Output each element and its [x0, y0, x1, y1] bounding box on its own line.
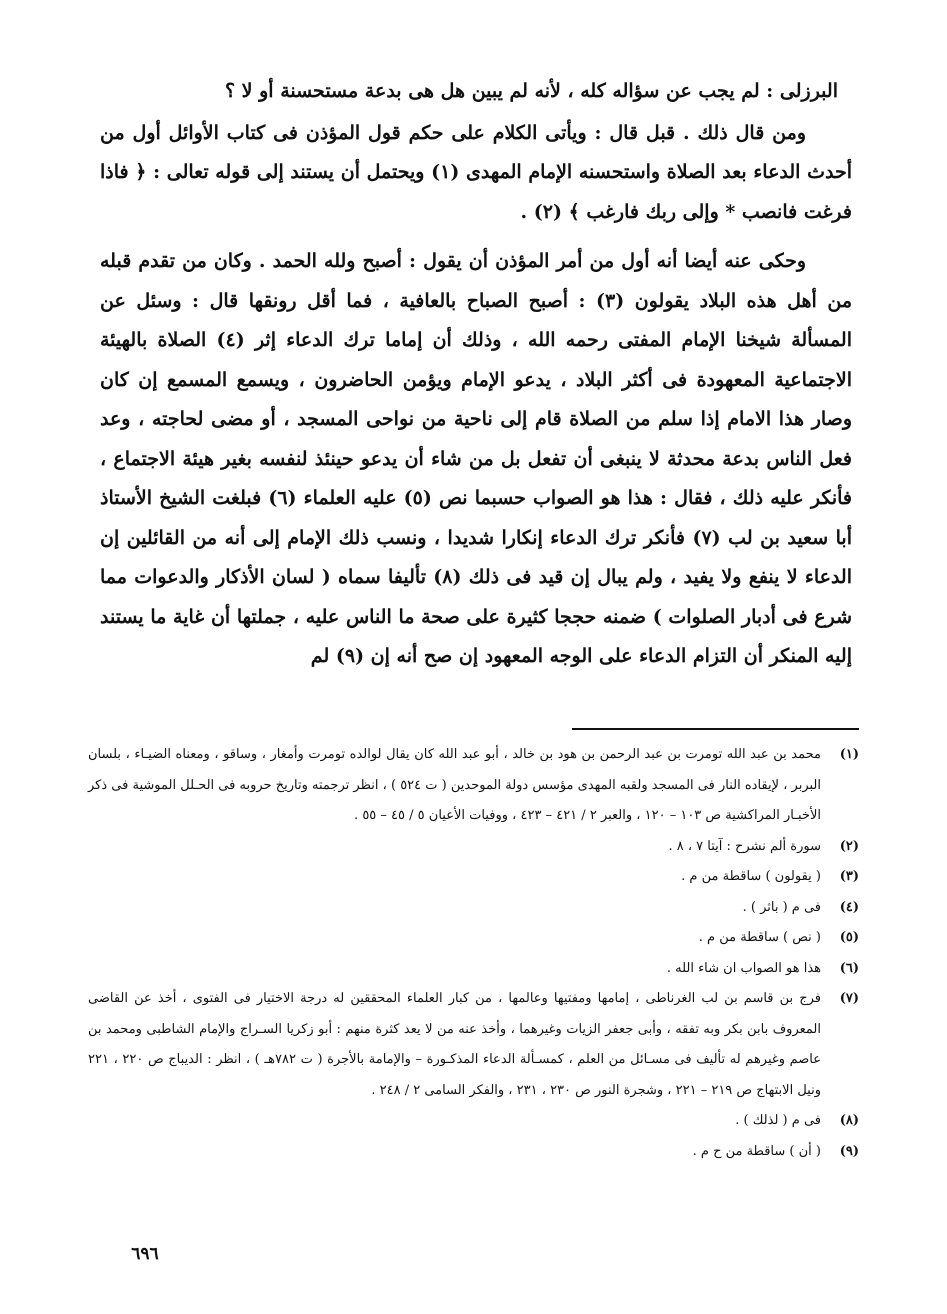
footnote-number: (٤)	[839, 899, 859, 915]
footnote-text: هذا هو الصواب ان شاء الله .	[666, 960, 821, 976]
footnote	[88, 923, 859, 954]
footnote-text: محمد بن عبد الله تومرت بن عبد الرحمن بن هود بن خالد ، أبو عبد الله كان يقال لوالده تومرت وأمغار ، وساقو ، ومعناه الضيـاء ، بلسان البربر ، لإيقاده النار فى المسجد ولقبه المهدى مؤسس دولة الموحدين ( ت ٥٢٤ ) ، انظر ترجمته وتاريخ حروبه فى الحـلل الموشية فى ذكر الأخبـار المراكشية ص ١٠٣ – ١٢٠ ، والعبر ٢ / ٤٢١ – ٤٢٣ ، ووفيات الأعيان ٥ / ٤٥ – ٥٥ .	[88, 747, 821, 823]
footnote-number: (٩)	[839, 1143, 859, 1159]
footnote-number: (٦)	[839, 960, 859, 976]
footnote	[88, 832, 859, 863]
footnote-number: (٥)	[839, 930, 859, 945]
footnote-number: (٢)	[839, 838, 859, 854]
footnote-number: (٧)	[839, 991, 859, 1006]
footnote	[88, 984, 859, 1106]
footnote-text: ( أن ) ساقطة من ح م .	[692, 1143, 821, 1159]
footnote-number: (٨)	[839, 1113, 859, 1128]
footnote	[88, 893, 859, 924]
footnote-divider	[572, 728, 859, 730]
paragraph: البرزلى : لم يجب عن سؤاله كله ، لأنه لم يبين هل هى بدعة مستحسنة أو لا ؟	[224, 80, 838, 102]
footnote-text: ( يقولون ) ساقطة من م .	[681, 869, 821, 884]
footnote-text: فى م ( لذلك ) .	[735, 1113, 821, 1128]
footnote-text: فرج بن قاسم بن لب الغرناطى ، إمامها ومفتيها وعالمها ، من كبار العلماء المحققين له درجة الاختيار فى الفتوى ، أخذ عن القاضى المعروف بابن بكر وبه تفقه ، وأبى جعفر الزيات وغيرهما ، وأخذ عنه من لا يعد كثرة منهم : أبو زكريا السـراج والإمام الشاطبى ومحمد بن عاصم وغيرهم له تأليف فى مسـائل من العلم ، كمسـألة الدعاء المذكـورة – والإمامة بالأجرة ( ت ٧٨٢هـ ) ، انظر : الديباج ص ٢٢٠ ، ٢٢١ ونيل الابتهاج ص ٢١٩ – ٢٢١ ، وشجرة النور ص ٢٣٠ ، ٢٣١ ، والفكر السامى ٢ / ٢٤٨ .	[88, 991, 821, 1098]
footnote	[88, 862, 859, 893]
footnotes	[88, 740, 859, 1167]
footnote-number: (١)	[839, 747, 859, 762]
footnote-text: سورة ألم نشرح : آيتا ٧ ، ٨ .	[668, 838, 821, 854]
paragraph: وحكى عنه أيضا أنه أول من أمر المؤذن أن يقول : أصبح ولله الحمد . وكان من تقدم قبله من أهل هذه البلاد يقولون (٣) : أصبح الصباح بالعافية ، فما أقل رونقها قال : وسئل عن المسألة شيخنا الإمام المفتى رحمه الله ، وذلك أن إماما ترك الدعاء إثر (٤) الصلاة بالهيئة الاجتماعية المعهودة فى أكثر البلاد ، يدعو الإمام ويؤمن الحاضرون ، ويسمع المسمع إن كان وصار هذا الامام إذا سلم من الصلاة قام إلى ناحية من نواحى المسجد ، أو مضى لحاجته ، وعد فعل الناس بدعة محدثة لا ينبغى أن تفعل بل من شاء أن يدعو حينئذ لنفسه بغير هيئة الاجتماع ، فأنكر عليه ذلك ، فقال : هذا هو الصواب حسبما نص (٥) عليه العلماء (٦) فبلغت الشيخ الأستاذ أبا سعيد بن لب (٧) فأنكر ترك الدعاء إنكارا شديدا ، ونسب ذلك الإمام إلى أنه من القائلين إن الدعاء لا ينفع ولا يفيد ، ولم يبال إن قيد فى ذلك (٨) تأليفا سماه ( لسان الأذكار والدعوات مما شرع فى أدبار الصلوات ) ضمنه حججا كثيرة على صحة ما الناس عليه ، جملتها أن غاية ما يستند إليه المنكر أن التزام الدعاء على الوجه المعهود إن صح أنه إن (٩) لم	[100, 250, 853, 667]
footnote	[88, 954, 859, 985]
page-number: ٦٩٦	[131, 1244, 159, 1264]
footnote-number: (٣)	[839, 869, 859, 884]
paragraph: ومن قال ذلك . قبل قال : ويأتى الكلام على حكم قول المؤذن فى كتاب الأوائل أول من أحدث الدعاء بعد الصلاة واستحسنه الإمام المهدى (١) ويحتمل أن يستند إلى قوله تعالى : ﴿ فاذا فرغت فانصب * وإلى ربك فارغب ﴾ (٢) .	[100, 121, 852, 223]
footnote	[88, 1106, 859, 1137]
footnote-text: ( نص ) ساقطة من م .	[698, 930, 821, 945]
main-text	[100, 72, 852, 687]
footnote	[88, 1137, 859, 1168]
footnote	[88, 740, 859, 832]
footnote-text: فى م ( باثر ) .	[742, 899, 821, 915]
